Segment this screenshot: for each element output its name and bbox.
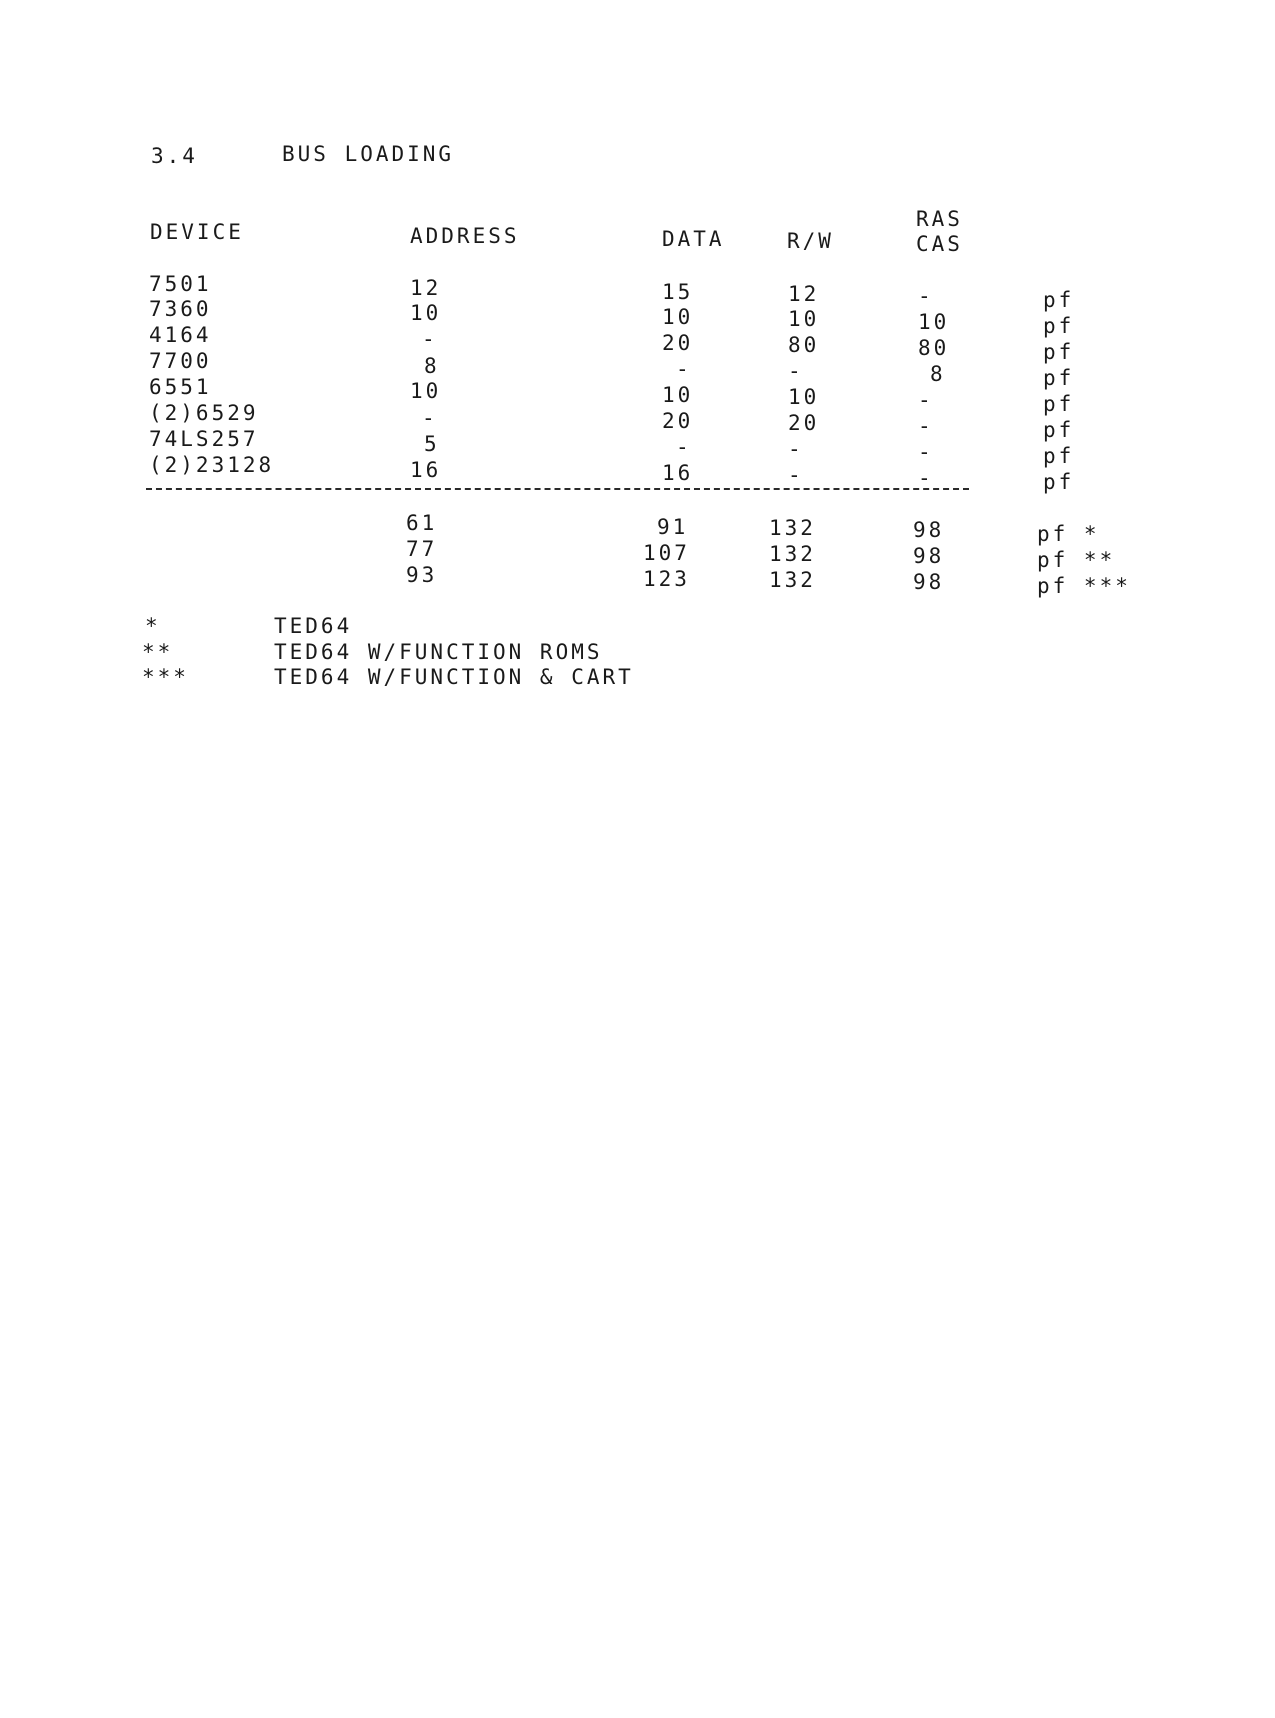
table-cell-rw: 20	[788, 411, 820, 435]
table-cell-address: -	[422, 327, 438, 351]
table-cell-device: 7700	[149, 349, 212, 373]
table-cell-unit: pf	[1043, 288, 1075, 312]
total-rw: 132	[769, 568, 816, 592]
total-data: 107	[643, 541, 690, 565]
footnote-text: TED64 W/FUNCTION & CART	[274, 665, 634, 689]
total-unit: pf *	[1037, 522, 1100, 546]
table-cell-address: 10	[410, 301, 442, 325]
total-rw: 132	[769, 516, 816, 540]
table-cell-address: 16	[410, 458, 442, 482]
table-cell-unit: pf	[1043, 340, 1075, 364]
table-cell-unit: pf	[1043, 314, 1075, 338]
table-cell-device: (2)23128	[149, 453, 275, 477]
table-cell-rw: 10	[788, 307, 820, 331]
total-address: 77	[406, 537, 438, 561]
table-cell-device: 7360	[149, 297, 212, 321]
table-cell-rascas: -	[918, 284, 934, 308]
table-cell-unit: pf	[1043, 418, 1075, 442]
table-cell-device: 7501	[149, 272, 212, 296]
table-cell-address: 10	[410, 379, 442, 403]
table-cell-rw: 12	[788, 282, 820, 306]
header-device: DEVICE	[150, 220, 244, 244]
table-cell-address: 12	[410, 276, 442, 300]
header-ras: RAS	[916, 207, 963, 231]
header-cas: CAS	[916, 232, 963, 256]
table-cell-data: 20	[662, 409, 694, 433]
total-rascas: 98	[913, 518, 945, 542]
total-unit: pf **	[1037, 548, 1116, 572]
footnote-text: TED64 W/FUNCTION ROMS	[274, 640, 603, 664]
table-cell-rascas: -	[918, 388, 934, 412]
table-cell-rascas: 8	[930, 362, 946, 386]
table-cell-data: 10	[662, 383, 694, 407]
table-cell-data: -	[676, 435, 692, 459]
table-cell-rascas: -	[918, 466, 934, 490]
total-address: 93	[406, 563, 438, 587]
table-cell-device: (2)6529	[149, 401, 259, 425]
dashed-separator	[146, 488, 969, 490]
section-title: BUS LOADING	[282, 142, 455, 166]
header-address: ADDRESS	[410, 224, 520, 248]
table-cell-rascas: 80	[918, 336, 950, 360]
table-cell-address: 8	[424, 354, 440, 378]
footnote-mark: **	[142, 640, 174, 664]
table-cell-data: -	[676, 357, 692, 381]
table-cell-rascas: -	[918, 440, 934, 464]
table-cell-unit: pf	[1043, 392, 1075, 416]
table-cell-unit: pf	[1043, 470, 1075, 494]
total-data: 123	[643, 567, 690, 591]
total-rw: 132	[769, 542, 816, 566]
total-unit: pf ***	[1037, 574, 1131, 598]
total-data: 91	[657, 515, 689, 539]
table-cell-rw: -	[788, 437, 804, 461]
section-number: 3.4	[151, 144, 198, 168]
table-cell-data: 10	[662, 305, 694, 329]
total-address: 61	[406, 511, 438, 535]
header-data: DATA	[662, 227, 725, 251]
table-cell-rw: -	[788, 359, 804, 383]
table-cell-rw: -	[788, 463, 804, 487]
table-cell-unit: pf	[1043, 366, 1075, 390]
table-cell-device: 4164	[149, 323, 212, 347]
header-rw: R/W	[787, 229, 834, 253]
total-rascas: 98	[913, 570, 945, 594]
table-cell-rascas: 10	[918, 310, 950, 334]
table-cell-data: 20	[662, 331, 694, 355]
footnote-mark: *	[145, 614, 161, 638]
table-cell-address: 5	[424, 432, 440, 456]
footnote-mark: ***	[142, 665, 189, 689]
table-cell-device: 74LS257	[149, 427, 259, 451]
total-rascas: 98	[913, 544, 945, 568]
table-cell-data: 15	[662, 280, 694, 304]
table-cell-data: 16	[662, 461, 694, 485]
table-cell-device: 6551	[149, 375, 212, 399]
table-cell-rw: 10	[788, 385, 820, 409]
table-cell-rascas: -	[918, 414, 934, 438]
footnote-text: TED64	[274, 614, 353, 638]
table-cell-rw: 80	[788, 333, 820, 357]
table-cell-address: -	[422, 406, 438, 430]
table-cell-unit: pf	[1043, 444, 1075, 468]
